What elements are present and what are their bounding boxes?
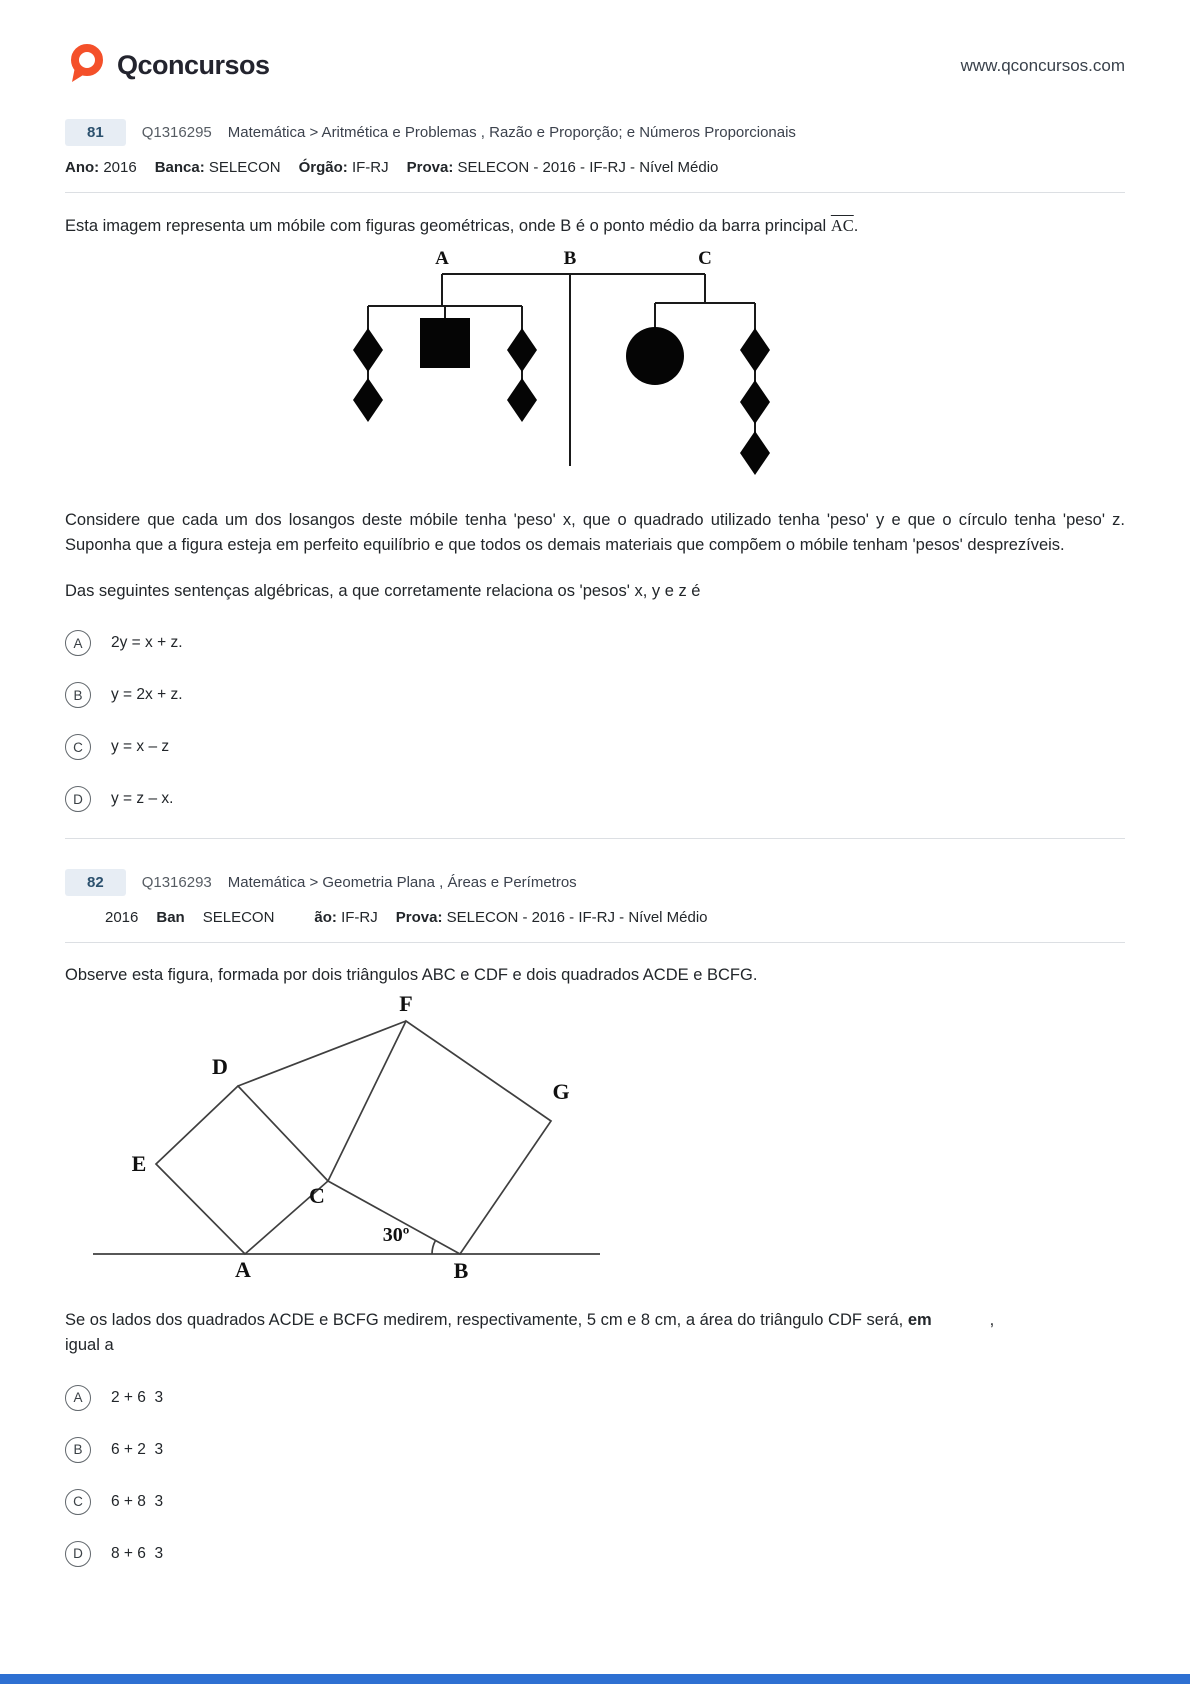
content [0, 119, 1190, 1567]
option-text: 8 + 6 3 [111, 1544, 164, 1562]
meta-ano-value: 2016 [105, 909, 139, 927]
option-b[interactable] [65, 682, 1125, 708]
meta-prova-label: Prova: [406, 159, 454, 176]
option-b[interactable] [65, 1437, 1125, 1463]
overline-ac: $\overline{AC}$ [830, 216, 854, 235]
diamond-shape [740, 380, 770, 424]
diamond-shape [353, 378, 383, 422]
question-81-meta [65, 159, 1125, 176]
figure-label-g: G [552, 1078, 570, 1104]
figure-label-a: A [435, 247, 449, 269]
question-81-header [65, 119, 1125, 146]
option-d[interactable] [65, 1541, 1125, 1567]
divider [65, 192, 1125, 193]
option-text: 2 + 6 3 [111, 1388, 164, 1406]
question-82-options [65, 1385, 1125, 1567]
option-letter: A [65, 630, 91, 656]
qconcursos-logo-icon [65, 42, 107, 89]
question-82-statement: Observe esta figura, formada por dois triângulos ABC e CDF e dois quadrados ACDE e BCFG. [65, 966, 758, 985]
header [0, 0, 1190, 89]
option-text: 6 + 8 3 [111, 1492, 164, 1510]
diamond-shape [353, 328, 383, 372]
question-code[interactable]: Q1316293 [141, 874, 212, 892]
meta-banca-label: Banca: [154, 159, 205, 176]
question-81-options [65, 630, 1125, 812]
divider [65, 942, 1125, 943]
option-letter: A [65, 1385, 91, 1411]
circle-shape [626, 327, 684, 385]
meta-orgao-label: Órgão: [298, 159, 348, 176]
option-a[interactable] [65, 630, 1125, 656]
figure-angle-label: 30º [382, 1223, 410, 1246]
meta-ano-value: 2016 [103, 159, 137, 176]
option-c[interactable] [65, 734, 1125, 760]
question-82-em: em [907, 1310, 932, 1329]
meta-banca-value: SELECON [202, 909, 275, 927]
mobile-bars [368, 274, 755, 466]
diamond-shape [740, 431, 770, 475]
option-c[interactable] [65, 1489, 1125, 1515]
mobile-bar-labels [435, 248, 712, 269]
mobile-figure [345, 248, 1125, 488]
question-82-meta [65, 909, 1125, 926]
question-81-statement: Esta imagem representa um móbile com figuras geométricas, onde B é o ponto médio da barra principal $\overline{AC}$. [65, 216, 859, 235]
line-df [238, 1021, 406, 1086]
question-81-question: Das seguintes sentenças algébricas, a que corretamente relaciona os 'pesos' x, y e z é [65, 581, 701, 600]
brand-name: Qconcursos [117, 50, 270, 80]
option-d[interactable] [65, 786, 1125, 812]
question-81-paragraph: Considere que cada um dos losangos deste móbile tenha 'peso' x, que o quadrado utilizado tenha 'peso' y e que o círculo tenha 'peso' z. Suponha que a figura esteja em perfeito equilíbrio e que todos os demais materiais que compõem o móbile tenham 'pesos' desprezíveis. [65, 510, 1125, 555]
option-letter: D [65, 786, 91, 812]
question-code[interactable]: Q1316295 [141, 124, 212, 141]
site-url: www.qconcursos.com [960, 55, 1125, 75]
square-acde [156, 1086, 328, 1254]
question-category[interactable]: Matemática > Geometria Plana , Áreas e Perímetros [227, 874, 577, 892]
meta-banca-label: Ban [156, 909, 185, 927]
geometry-labels [132, 991, 570, 1283]
meta-orgao-label: ão: [314, 909, 337, 927]
meta-prova-label: Prova: [395, 909, 443, 927]
angle-arc [432, 1240, 436, 1254]
geometry-figure [93, 991, 1125, 1288]
brand-logo[interactable] [65, 42, 270, 89]
diamond-shape [507, 328, 537, 372]
option-text: y = z – x. [111, 790, 174, 808]
divider [65, 838, 1125, 839]
figure-label-a: A [235, 1256, 251, 1282]
option-text: y = 2x + z. [111, 686, 183, 704]
question-number-badge: 81 [65, 119, 126, 146]
figure-label-d: D [212, 1053, 228, 1079]
option-text: y = x – z [111, 738, 170, 756]
footer-accent-bar [0, 1674, 1190, 1684]
geometry-lines [93, 1021, 600, 1254]
meta-banca-value: SELECON [208, 159, 281, 176]
option-text: 6 + 2 3 [111, 1440, 164, 1458]
meta-prova-value: SELECON - 2016 - IF-RJ - Nível Médio [457, 159, 719, 176]
diamond-shape [507, 378, 537, 422]
figure-label-c: C [309, 1182, 325, 1208]
figure-label-b: B [453, 1257, 469, 1283]
option-letter: B [65, 682, 91, 708]
meta-prova-value: SELECON - 2016 - IF-RJ - Nível Médio [446, 909, 708, 927]
meta-ano-label: Ano: [65, 159, 100, 176]
figure-label-f: F [399, 990, 413, 1016]
option-text: 2y = x + z. [111, 634, 183, 652]
diamond-shape [740, 328, 770, 372]
meta-orgao-value: IF-RJ [341, 909, 378, 927]
question-category[interactable]: Matemática > Aritmética e Problemas , Razão e Proporção; e Números Proporcionais [227, 124, 796, 141]
figure-label-e: E [131, 1150, 147, 1176]
square-shape [420, 318, 470, 368]
question-82-question: Se os lados dos quadrados ACDE e BCFG medirem, respectivamente, 5 cm e 8 cm, a área do triângulo CDF será, em , igual a [65, 1310, 995, 1355]
figure-label-b: B [563, 247, 577, 269]
option-letter: C [65, 1489, 91, 1515]
question-number-badge: 82 [65, 869, 126, 896]
meta-orgao-value: IF-RJ [351, 159, 389, 176]
square-bcfg [328, 1021, 551, 1254]
question-82-header [65, 869, 1125, 896]
option-letter: C [65, 734, 91, 760]
option-a[interactable] [65, 1385, 1125, 1411]
option-letter: D [65, 1541, 91, 1567]
figure-label-c: C [698, 247, 712, 269]
option-letter: B [65, 1437, 91, 1463]
mobile-shapes [353, 318, 770, 475]
